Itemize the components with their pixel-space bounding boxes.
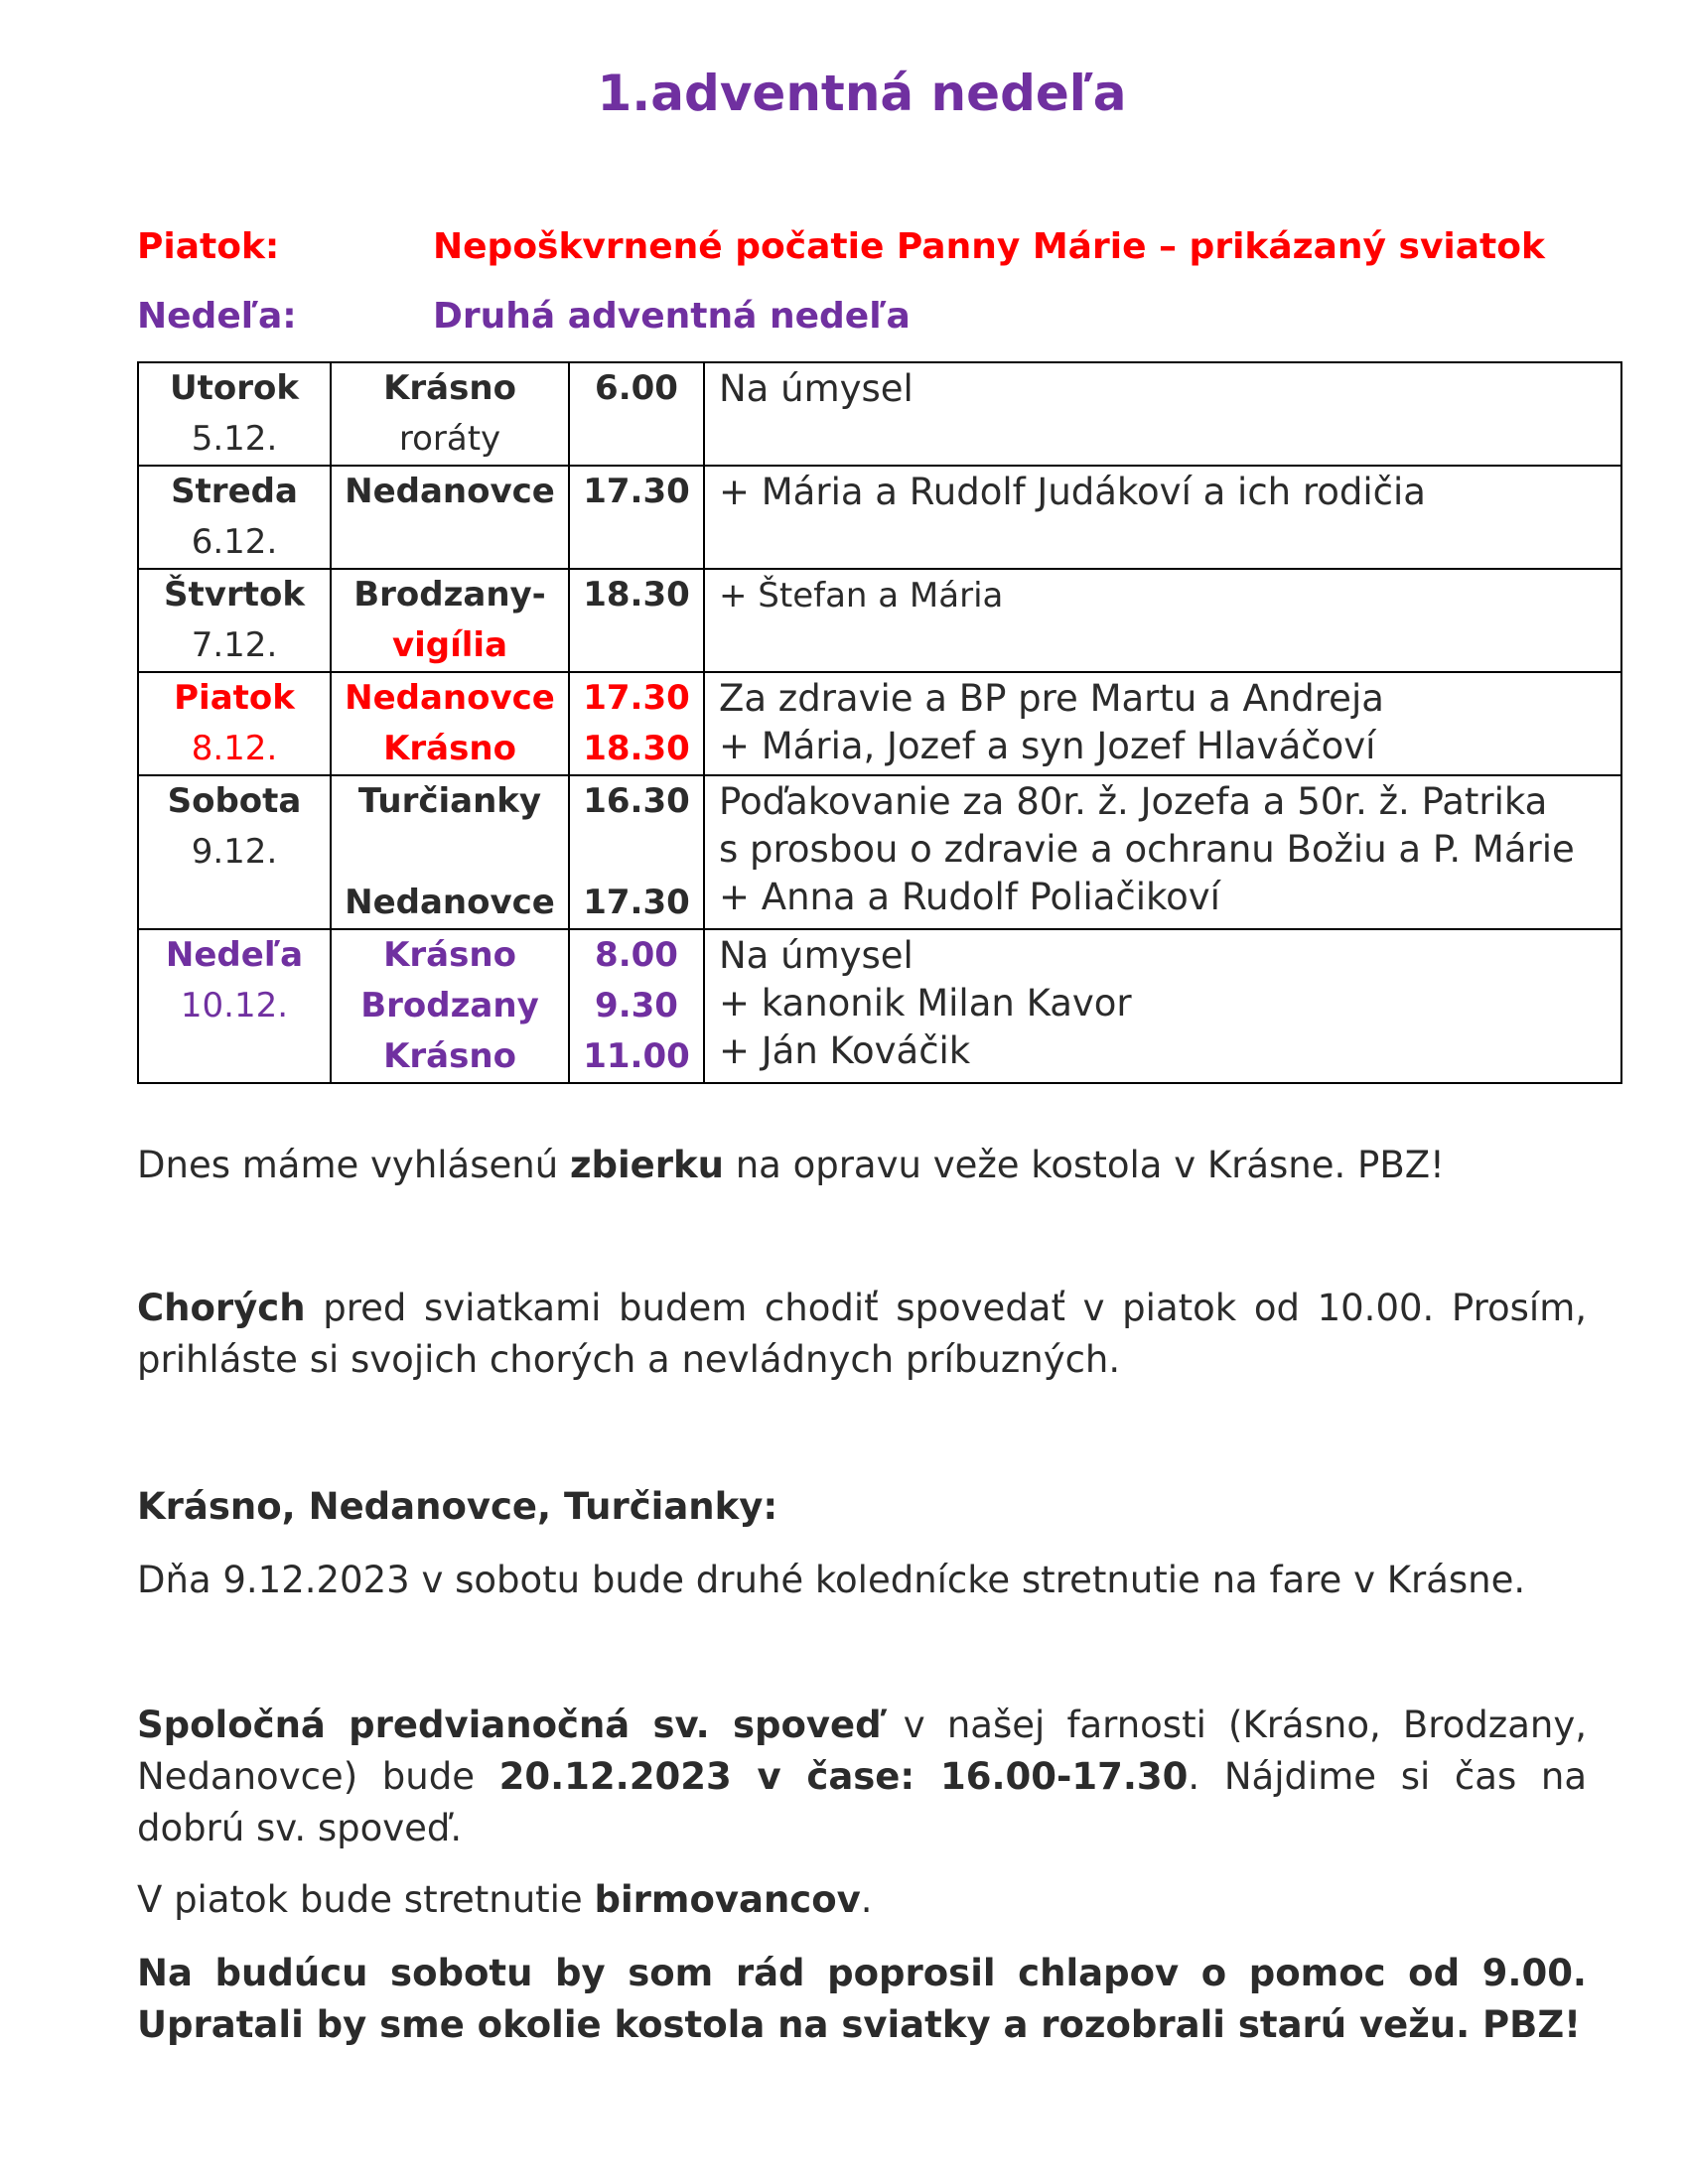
place-name: Nedanovce: [345, 472, 555, 511]
collection-keyword: zbierku: [569, 1144, 724, 1186]
intention-text: Poďakovanie za 80r. ž. Jozefa a 50r. ž. Patrika: [719, 780, 1548, 823]
time-cell: [569, 362, 704, 466]
intention-text: + Štefan a Mária: [719, 576, 1004, 615]
mass-time: 17.30: [583, 472, 690, 511]
intention-text: + Mária a Rudolf Judákoví a ich rodičia: [719, 471, 1426, 513]
confirmation-announcement: V piatok bude stretnutie birmovancov.: [137, 1878, 873, 1921]
place-cell: [331, 929, 569, 1083]
place-cell: [331, 672, 569, 775]
table-row: [138, 569, 1621, 672]
place-name: Brodzany-: [353, 575, 546, 614]
day-date: 5.12.: [191, 419, 278, 459]
carolers-announcement: Dňa 9.12.2023 v sobotu bude druhé kolednícke stretnutie na fare v Krásne.: [137, 1559, 1526, 1601]
mass-time: 18.30: [583, 575, 690, 614]
mass-time: 17.30: [583, 678, 690, 718]
table-row: [138, 775, 1621, 929]
time-cell: [569, 466, 704, 569]
mass-schedule-table: [137, 361, 1622, 1084]
table-row: [138, 362, 1621, 466]
place-name: Krásno: [383, 1036, 516, 1076]
time-cell: [569, 775, 704, 929]
day-name: Streda: [171, 472, 298, 511]
table-row: [138, 466, 1621, 569]
sick-keyword: Chorých: [137, 1287, 306, 1329]
place-name: Turčianky: [357, 781, 542, 821]
intention-cell: [704, 362, 1621, 466]
place-cell: [331, 775, 569, 929]
table-row: [138, 672, 1621, 775]
time-cell: [569, 929, 704, 1083]
intro-friday-value: Nepoškvrnené počatie Panny Márie – prikázaný sviatok: [433, 226, 1545, 267]
day-name: Štvrtok: [164, 575, 305, 614]
day-date: 8.12.: [191, 729, 278, 768]
mass-time: 8.00: [595, 935, 678, 975]
place-note: roráty: [398, 419, 501, 459]
intention-text: s prosbou o zdravie a ochranu Božiu a P. Márie: [719, 828, 1575, 871]
place-name: Nedanovce: [345, 883, 555, 922]
intention-cell: [704, 775, 1621, 929]
day-cell: [138, 775, 331, 929]
mass-time: 6.00: [595, 368, 678, 408]
day-name: Utorok: [170, 368, 299, 408]
day-name: Sobota: [167, 781, 302, 821]
day-name: Nedeľa: [165, 935, 304, 975]
place-cell: [331, 569, 569, 672]
place-name: Krásno: [383, 935, 516, 975]
intention-text: + Ján Kováčik: [719, 1029, 971, 1072]
intention-cell: [704, 569, 1621, 672]
day-name: Piatok: [174, 678, 295, 718]
page-title: 1.adventná nedeľa: [597, 65, 1127, 122]
time-cell: [569, 672, 704, 775]
confession-keyword: Spoločná predvianočná sv. spoveď: [137, 1704, 882, 1746]
day-cell: [138, 362, 331, 466]
place-name: Nedanovce: [345, 678, 555, 718]
mass-time: 17.30: [583, 883, 690, 922]
confession-date: 20.12.2023 v čase: 16.00-17.30: [498, 1755, 1189, 1798]
intention-text: Za zdravie a BP pre Martu a Andreja: [719, 677, 1384, 720]
intention-cell: [704, 466, 1621, 569]
day-date: 7.12.: [191, 625, 278, 665]
confession-announcement: Spoločná predvianočná sv. spoveď v našej farnosti (Krásno, Brodzany, Nedanovce) bude 20.12.2023 v čase: 16.00-17.30. Nájdime si čas na dobrú sv. spoveď.: [137, 1704, 1588, 1849]
mass-time: 11.00: [583, 1036, 690, 1076]
mass-time: 9.30: [595, 986, 678, 1025]
place-name: Brodzany: [360, 986, 539, 1025]
place-name: Krásno: [383, 368, 516, 408]
intro-sunday-value: Druhá adventná nedeľa: [433, 296, 911, 337]
day-cell: [138, 929, 331, 1083]
intention-text: + kanonik Milan Kavor: [719, 982, 1132, 1024]
time-cell: [569, 569, 704, 672]
place-cell: [331, 466, 569, 569]
intro-friday-label: Piatok:: [137, 226, 280, 267]
day-cell: [138, 672, 331, 775]
intro-sunday-label: Nedeľa:: [137, 296, 297, 337]
collection-announcement: Dnes máme vyhlásenú zbierku na opravu veže kostola v Krásne. PBZ!: [137, 1144, 1445, 1186]
day-cell: [138, 569, 331, 672]
place-name: Krásno: [383, 729, 516, 768]
carolers-heading: Krásno, Nedanovce, Turčianky:: [137, 1485, 778, 1528]
day-cell: [138, 466, 331, 569]
place-cell: [331, 362, 569, 466]
intention-text: Na úmysel: [719, 367, 914, 410]
confirmation-keyword: birmovancov: [594, 1878, 861, 1921]
help-announcement: Na budúcu sobotu by som rád poprosil chlapov o pomoc od 9.00. Upratali by sme okolie kostola na sviatky a rozobrali starú vežu. PBZ!: [137, 1952, 1587, 2046]
table-row: [138, 929, 1621, 1083]
intention-text: + Anna a Rudolf Poliačikoví: [719, 876, 1220, 918]
intention-text: Na úmysel: [719, 934, 914, 977]
intention-cell: [704, 929, 1621, 1083]
day-date: 9.12.: [191, 832, 278, 872]
sick-confession-announcement: Chorých pred sviatkami budem chodiť spovedať v piatok od 10.00. Prosím, prihláste si svojich chorých a nevládnych príbuzných.: [137, 1287, 1587, 1381]
place-note: vigília: [391, 625, 508, 665]
day-date: 6.12.: [191, 522, 278, 562]
day-date: 10.12.: [180, 986, 289, 1025]
intention-cell: [704, 672, 1621, 775]
mass-time: 16.30: [583, 781, 690, 821]
mass-time: 18.30: [583, 729, 690, 768]
intention-text: + Mária, Jozef a syn Jozef Hlaváčoví: [719, 725, 1376, 767]
